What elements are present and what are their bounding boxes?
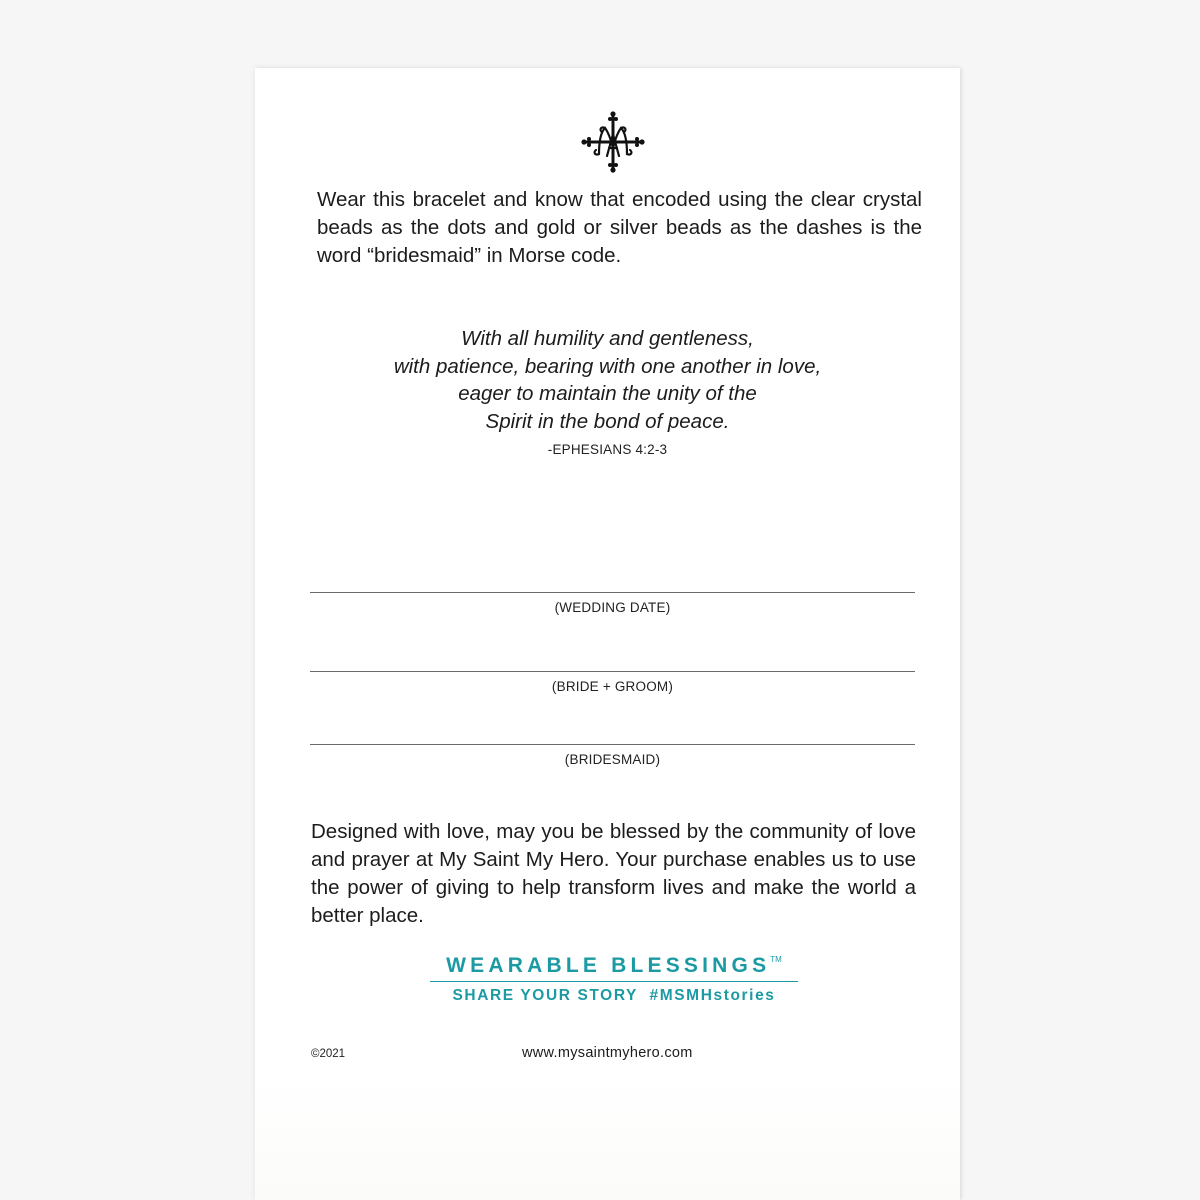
trademark-mark: TM <box>770 955 782 964</box>
brand-title <box>429 954 799 978</box>
blessing-card <box>255 68 960 1200</box>
bride-groom-line <box>310 671 915 672</box>
auspice-maria-monogram-icon <box>581 110 645 174</box>
intro-paragraph: Wear this bracelet and know that encoded using the clear crystal beads as the dots and gold or silver beads as the dashes is the word “bridesmaid” in Morse code. <box>317 188 922 267</box>
verse-line: With all humility and gentleness, <box>461 327 754 350</box>
card-bottom-fade <box>255 1080 960 1200</box>
website-link[interactable]: www.mysaintmyhero.com <box>522 1045 693 1061</box>
copyright-text: ©2021 <box>311 1048 346 1060</box>
brand-logo <box>429 954 799 1005</box>
brand-tagline: SHARE YOUR STORY #MSMHstories <box>452 987 776 1004</box>
verse-line: with patience, bearing with one another in love, <box>393 354 822 378</box>
scripture-verse <box>255 325 960 435</box>
closing-paragraph: Designed with love, may you be blessed by the community of love and prayer at My Saint My Hero. Your purchase enables us to use the power of giving to help transform lives and make the world a better place. <box>311 820 916 927</box>
verse-line: eager to maintain the unity of the <box>458 382 757 405</box>
verse-line: Spirit in the bond of peace. <box>485 409 730 433</box>
wedding-date-field <box>310 592 915 615</box>
bridesmaid-field <box>310 744 915 767</box>
bride-groom-field <box>310 671 915 694</box>
bride-groom-label: (BRIDE + GROOM) <box>551 679 674 694</box>
brand-divider <box>430 981 798 982</box>
bridesmaid-label: (BRIDESMAID) <box>564 752 661 767</box>
bridesmaid-line <box>310 744 915 745</box>
wedding-date-label: (WEDDING DATE) <box>554 600 671 615</box>
wedding-date-line <box>310 592 915 593</box>
brand-title-text: WEARABLE BLESSINGS <box>446 954 771 977</box>
scripture-citation: -EPHESIANS 4:2-3 <box>547 442 668 457</box>
